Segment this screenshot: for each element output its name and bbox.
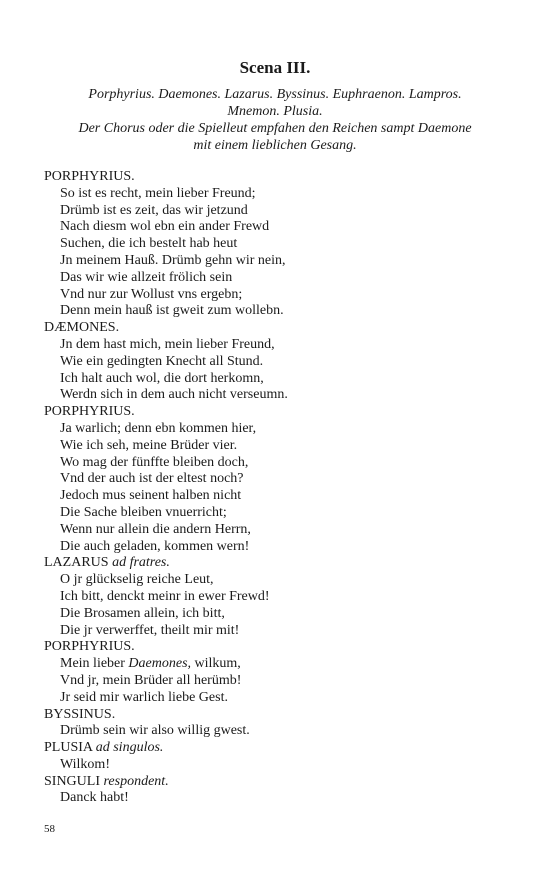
line-text: PORPHYRIUS.	[44, 169, 135, 184]
verse-line	[44, 186, 514, 203]
italic-text: ad fratres.	[112, 555, 170, 571]
stage-direction-line: Der Chorus oder die Spielleut empfahen den Reichen sampt Daemone	[78, 121, 472, 136]
verse-line	[44, 673, 514, 690]
line-text: Drümb sein wir also willig gwest.	[60, 723, 250, 739]
line-text: Ja warlich; denn ebn kommen hier,	[60, 420, 257, 436]
persons-line: Mnemon. Plusia.	[227, 104, 323, 119]
verse-line	[44, 253, 514, 270]
line-text: PORPHYRIUS.	[44, 639, 135, 655]
verse-line	[44, 421, 514, 438]
line-text: SINGULI	[44, 773, 104, 789]
verse-line	[44, 522, 514, 539]
line-text: Wo mag der fünffte bleiben doch,	[60, 454, 249, 470]
speaker-line	[44, 707, 514, 724]
speaker-line	[44, 320, 514, 337]
verse-line	[44, 723, 514, 740]
persons-line: Porphyrius. Daemones. Lazarus. Byssinus. Euphraenon. Lampros.	[88, 87, 462, 102]
line-text: Ich bitt, denckt meinr in ewer Frewd!	[60, 588, 270, 604]
verse-line	[44, 203, 514, 220]
line-text: Suchen, die ich bestelt hab heut	[60, 236, 238, 252]
line-text: Jedoch mus seinent halben nicht	[60, 488, 242, 504]
line-text: wilkum,	[191, 656, 241, 672]
verse-line	[44, 488, 514, 505]
verse-line	[44, 354, 514, 371]
line-text: Wenn nur allein die andern Herrn,	[60, 521, 251, 537]
verse-line	[44, 656, 514, 673]
line-text: Die jr verwerffet, theilt mir mit!	[60, 622, 240, 638]
line-text: PORPHYRIUS.	[44, 404, 135, 420]
line-text: Vnd nur zur Wollust vns ergebn;	[60, 286, 243, 302]
line-text: Drümb ist es zeit, das wir jetzund	[60, 202, 248, 218]
italic-text: Daemones,	[128, 656, 192, 672]
verse-line	[44, 505, 514, 522]
line-text: Vnd der auch ist der eltest noch?	[60, 471, 244, 487]
line-text: Die Sache bleiben vnuerricht;	[60, 504, 227, 520]
speaker-line	[44, 774, 514, 791]
line-text: LAZARUS	[44, 555, 113, 571]
line-text: Jn meinem Hauß. Drümb gehn wir nein,	[60, 252, 286, 268]
speaker-line	[44, 169, 514, 186]
line-text: PLUSIA	[44, 740, 96, 756]
speaker-line	[44, 740, 514, 757]
line-text: Wilkom!	[60, 756, 110, 772]
italic-text: ad singulos.	[95, 740, 164, 756]
line-text: BYSSINUS.	[44, 706, 116, 722]
line-text: Danck habt!	[60, 790, 129, 806]
italic-text: respondent.	[103, 773, 169, 789]
page-number: 58	[44, 823, 55, 835]
verse-line	[44, 371, 514, 388]
verse-line	[44, 690, 514, 707]
speaker-line	[44, 404, 514, 421]
line-text: Nach diesm wol ebn ein ander Frewd	[60, 219, 270, 235]
verse-line	[44, 572, 514, 589]
line-text: Jn dem hast mich, mein lieber Freund,	[60, 336, 275, 352]
verse-line	[44, 589, 514, 606]
line-text: Ich halt auch wol, die dort herkomn,	[60, 370, 264, 386]
line-text: O jr glückselig reiche Leut,	[60, 572, 214, 588]
verse-line	[44, 287, 514, 304]
verse-line	[44, 539, 514, 556]
verse-line	[44, 270, 514, 287]
verse-line	[44, 790, 514, 807]
line-text: Die auch geladen, kommen wern!	[60, 538, 250, 554]
line-text: Werdn sich in dem auch nicht verseumn.	[60, 387, 288, 403]
verse-line	[44, 337, 514, 354]
line-text: Vnd jr, mein Brüder all herümb!	[60, 672, 242, 688]
verse-line	[44, 236, 514, 253]
speaker-line	[44, 555, 514, 572]
scene-title: Scena III.	[239, 58, 311, 77]
verse-line	[44, 387, 514, 404]
play-text	[44, 169, 514, 807]
dramatis-personae	[40, 86, 510, 154]
verse-line	[44, 606, 514, 623]
line-text: DÆMONES.	[44, 320, 120, 336]
verse-line	[44, 438, 514, 455]
line-text: So ist es recht, mein lieber Freund;	[60, 185, 256, 201]
stage-direction-line: mit einem lieblichen Gesang.	[193, 138, 357, 153]
line-text: Jr seid mir warlich liebe Gest.	[60, 689, 228, 705]
line-text: Das wir wie allzeit frölich sein	[60, 269, 233, 285]
verse-line	[44, 623, 514, 640]
verse-line	[44, 455, 514, 472]
speaker-line	[44, 639, 514, 656]
line-text: Wie ich seh, meine Brüder vier.	[60, 437, 238, 453]
verse-line	[44, 303, 514, 320]
line-text: Mein lieber	[60, 656, 129, 672]
line-text: Denn mein hauß ist gweit zum wollebn.	[60, 303, 284, 319]
verse-line	[44, 471, 514, 488]
verse-line	[44, 757, 514, 774]
line-text: Die Brosamen allein, ich bitt,	[60, 605, 225, 621]
verse-line	[44, 219, 514, 236]
line-text: Wie ein gedingten Knecht all Stund.	[60, 353, 264, 369]
